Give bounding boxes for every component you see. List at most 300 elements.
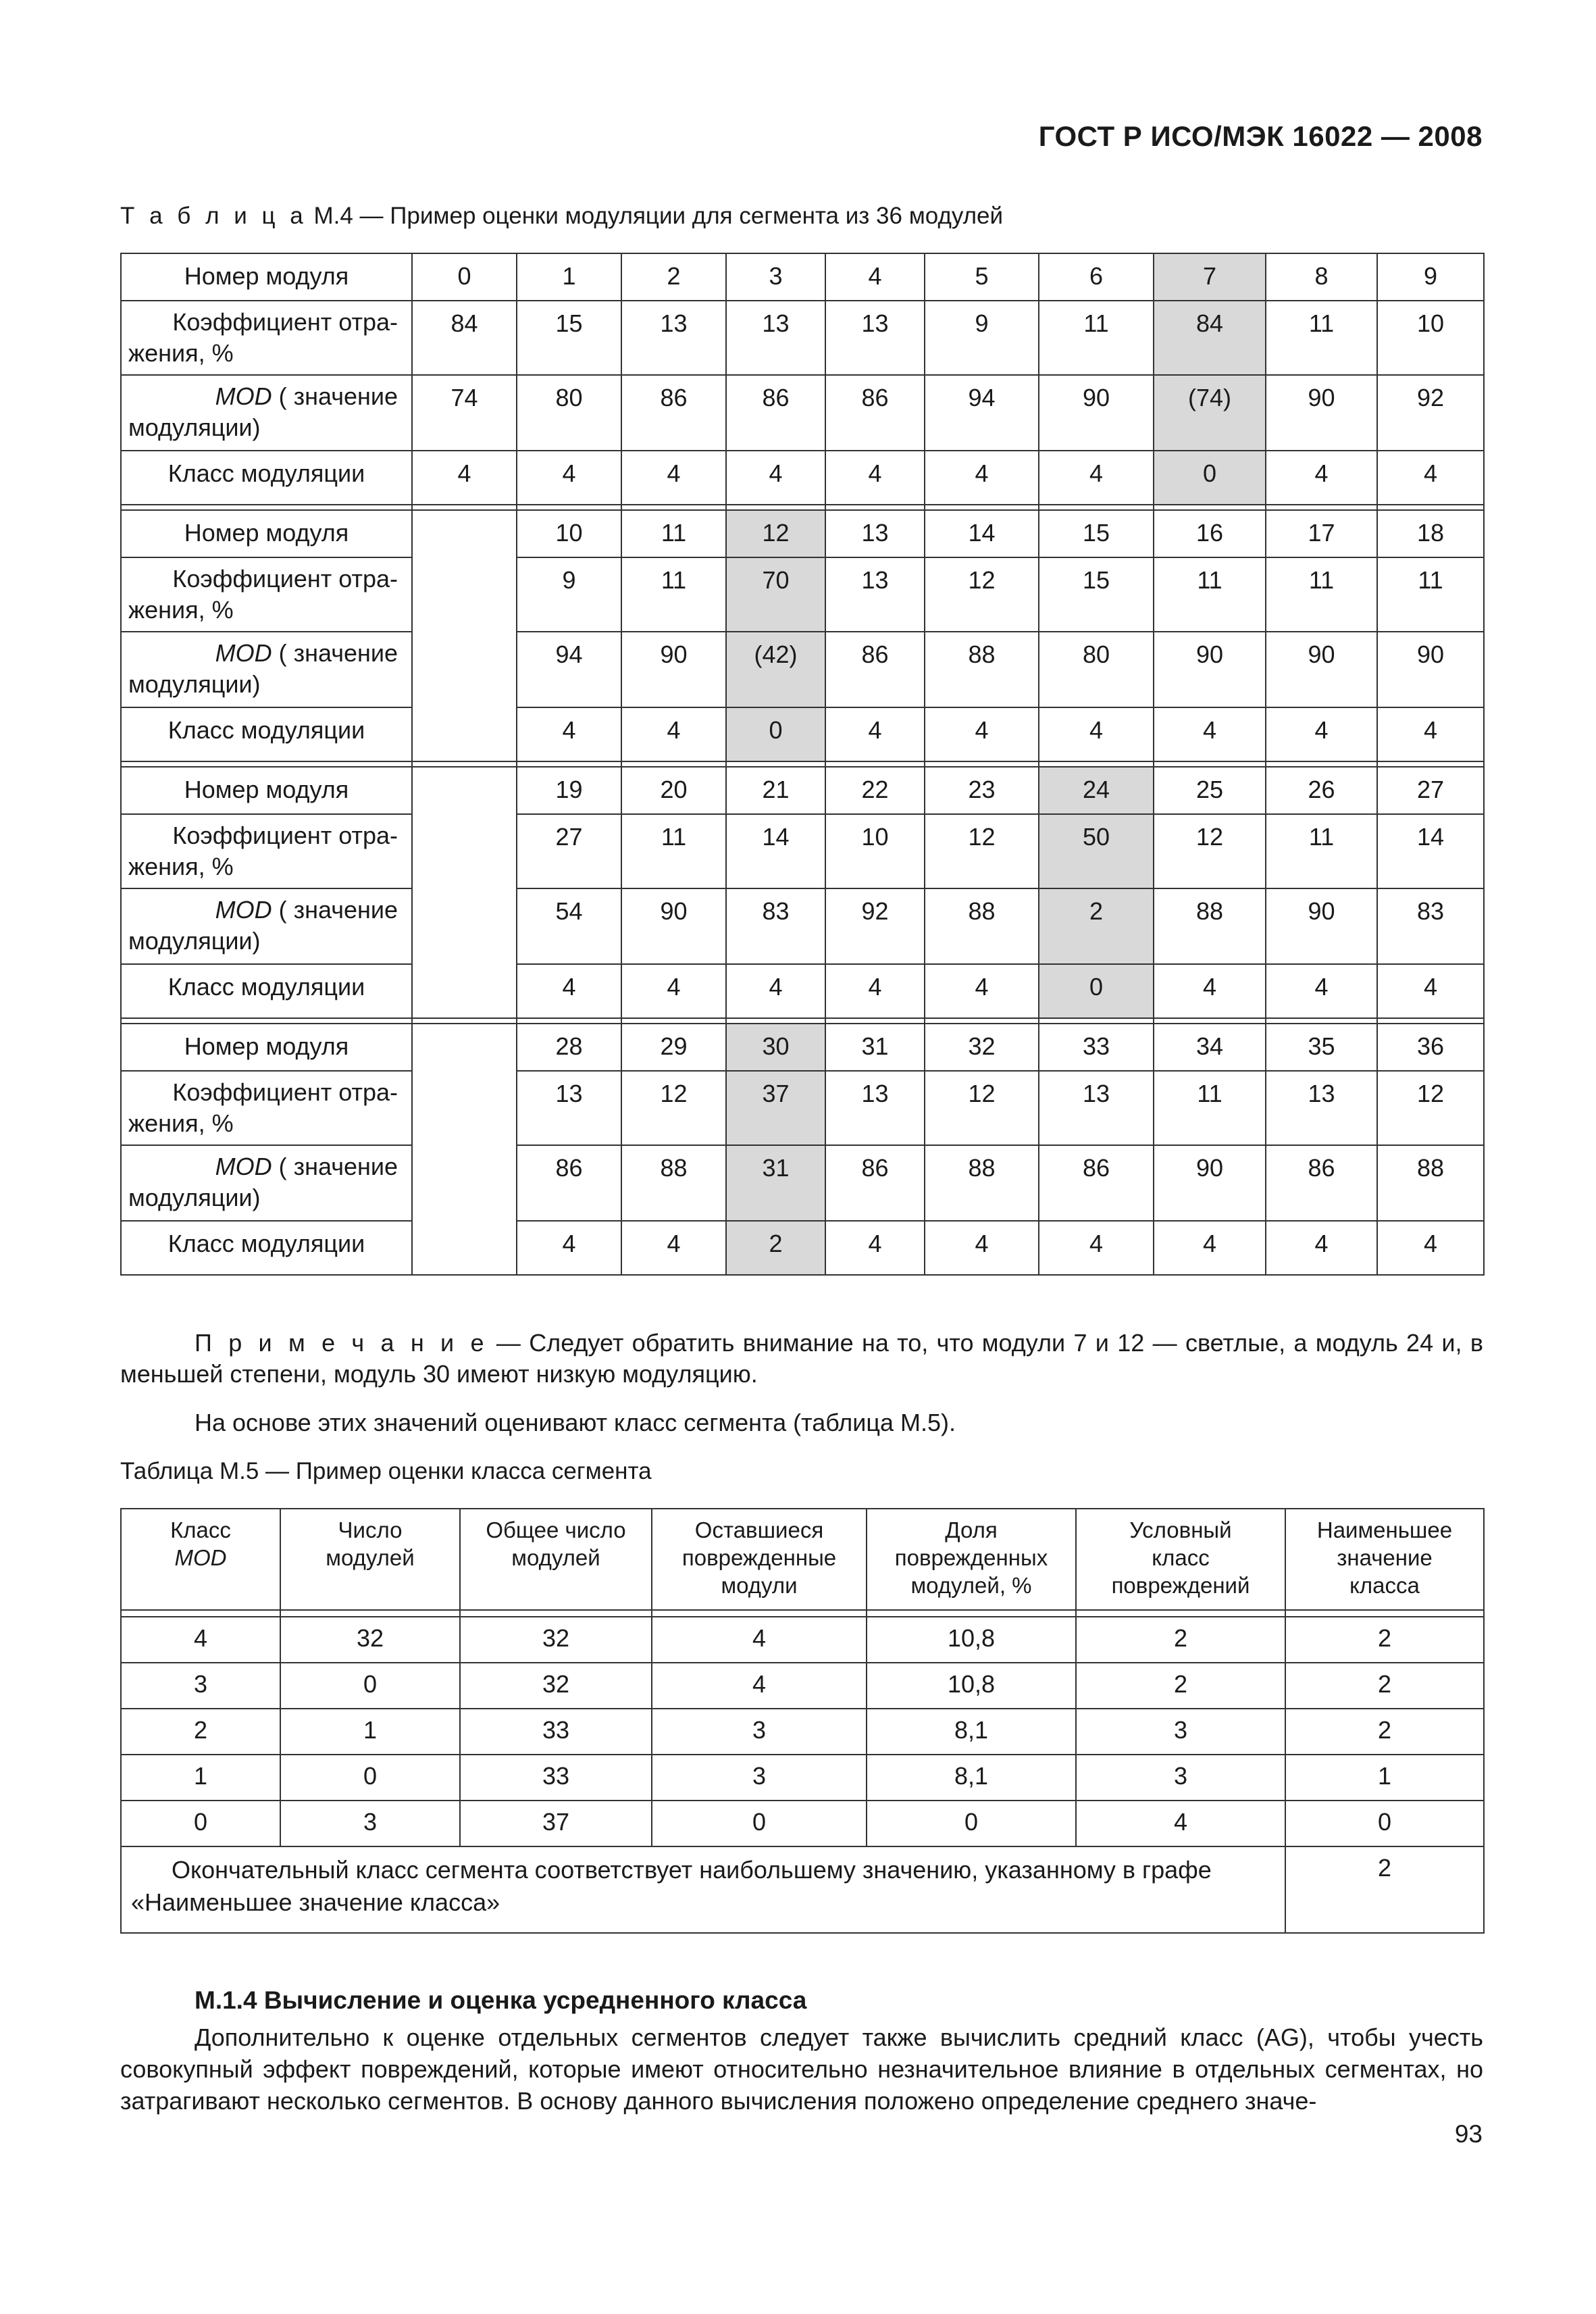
- table-cell: 2: [121, 1709, 280, 1755]
- table-row: [121, 767, 1484, 814]
- label-mod-rest: ( значение: [272, 639, 398, 667]
- table-row: [121, 888, 1484, 964]
- separator-cell: [1266, 761, 1377, 767]
- separator-cell: [621, 1018, 726, 1024]
- table-cell: 22: [825, 767, 925, 814]
- table-cell: 4: [652, 1663, 867, 1709]
- header-line: поврежденных: [894, 1545, 1048, 1570]
- table-cell: 11: [1039, 301, 1154, 375]
- table-cell: 86: [1266, 1145, 1377, 1221]
- header-line: модулей, %: [910, 1573, 1032, 1598]
- header-line: MOD: [174, 1545, 227, 1570]
- table-cell: 1: [280, 1709, 460, 1755]
- table-row: [121, 1617, 1484, 1663]
- table-row: [121, 557, 1484, 632]
- table-cell: 94: [517, 632, 621, 707]
- table-cell: 3: [652, 1755, 867, 1801]
- label-mod-italic: MOD: [215, 639, 272, 667]
- table-cell: 83: [726, 888, 825, 964]
- row-label-mod: [121, 375, 412, 451]
- table-cell: 0: [280, 1755, 460, 1801]
- column-header: [460, 1509, 652, 1610]
- table-cell: 3: [1076, 1709, 1285, 1755]
- separator-cell: [1377, 1018, 1484, 1024]
- table-cell: 0: [280, 1663, 460, 1709]
- separator-cell: [1266, 505, 1377, 510]
- table-cell: 11: [1154, 557, 1266, 632]
- table-cell: 4: [1266, 964, 1377, 1018]
- label-line: модуляции): [128, 1184, 261, 1211]
- separator-cell: [1154, 505, 1266, 510]
- table-cell: 4: [925, 1221, 1039, 1275]
- label-mod-rest: ( значение: [272, 1153, 398, 1180]
- table-row: [121, 1221, 1484, 1275]
- label-line: [128, 1151, 405, 1182]
- table-cell: 4: [1266, 1221, 1377, 1275]
- table-cell: 1: [121, 1755, 280, 1801]
- table-cell: 11: [1377, 557, 1484, 632]
- table-row: [121, 814, 1484, 888]
- table-cell: 50: [1039, 814, 1154, 888]
- blank-cell: [412, 1024, 517, 1275]
- blank-cell: [412, 510, 517, 761]
- table-cell: 13: [825, 1071, 925, 1145]
- table-cell: 90: [1266, 888, 1377, 964]
- table-row: [121, 375, 1484, 451]
- table-cell: 90: [1154, 1145, 1266, 1221]
- table-row: [121, 451, 1484, 505]
- table-cell: 9: [1377, 253, 1484, 301]
- separator-cell: [121, 505, 412, 510]
- table-cell: 70: [726, 557, 825, 632]
- separator-cell: [1377, 761, 1484, 767]
- separator-cell: [621, 505, 726, 510]
- table-cell: 74: [412, 375, 517, 451]
- table-cell: 12: [925, 814, 1039, 888]
- header-line: Число: [338, 1517, 403, 1542]
- table-cell: 37: [726, 1071, 825, 1145]
- header-line: значение: [1337, 1545, 1433, 1570]
- table-cell: 4: [412, 451, 517, 505]
- table-cell: 86: [1039, 1145, 1154, 1221]
- table-cell: 94: [925, 375, 1039, 451]
- table-cell: 90: [621, 632, 726, 707]
- row-label-grade: Класс модуляции: [121, 964, 412, 1018]
- paragraph-reference-m5: На основе этих значений оценивают класс сегмента (таблица М.5).: [195, 1409, 956, 1436]
- section-body-text: Дополнительно к оценке отдельных сегментов следует также вычислить средний класс (AG), чтобы учесть совокупный эффект повреждений, которые имеют относительно незначительное влияние в отдельных сегментах, но затрагивают несколько сегментов. В основу данного вычисления положено определение среднего значе-: [120, 2023, 1483, 2115]
- table-cell: 80: [517, 375, 621, 451]
- table-cell: 13: [825, 301, 925, 375]
- table-m4-caption: [120, 203, 1003, 230]
- section-heading: М.1.4 Вычисление и оценка усредненного класса: [195, 1986, 807, 2014]
- table-cell: 9: [517, 557, 621, 632]
- label-line: жения, %: [128, 1109, 234, 1137]
- table-cell: 90: [1377, 632, 1484, 707]
- label-line: [128, 638, 405, 669]
- table-cell: 2: [1039, 888, 1154, 964]
- label-line: Коэффициент отра-: [172, 565, 398, 593]
- table-cell: 2: [1076, 1663, 1285, 1709]
- table-cell: 30: [726, 1024, 825, 1071]
- label-mod-rest: ( значение: [272, 382, 398, 410]
- page-number: 93: [1454, 2120, 1483, 2148]
- table-cell: 4: [1377, 707, 1484, 761]
- table-cell: 13: [1039, 1071, 1154, 1145]
- table-cell: 12: [925, 557, 1039, 632]
- label-line: Коэффициент отра-: [172, 1078, 398, 1106]
- table-cell: 12: [1154, 814, 1266, 888]
- header-line: модулей: [511, 1545, 600, 1570]
- table-cell: 7: [1154, 253, 1266, 301]
- table-cell: 33: [460, 1755, 652, 1801]
- table-row: [121, 1024, 1484, 1071]
- header-line: поврежденные: [681, 1545, 837, 1570]
- table-caption-label: Т а б л и ц а: [120, 203, 307, 229]
- table-cell: 1: [1285, 1755, 1484, 1801]
- table-cell: 11: [1266, 301, 1377, 375]
- table-cell: 86: [825, 375, 925, 451]
- table-cell: 29: [621, 1024, 726, 1071]
- separator-cell: [867, 1610, 1076, 1617]
- table-cell: 3: [121, 1663, 280, 1709]
- header-line: Оставшиеся: [694, 1517, 824, 1542]
- table-cell: 86: [517, 1145, 621, 1221]
- header-separator: [121, 1610, 1484, 1617]
- table-cell: 3: [726, 253, 825, 301]
- table-cell: 90: [621, 888, 726, 964]
- table-cell: 15: [517, 301, 621, 375]
- table-cell: 4: [517, 1221, 621, 1275]
- table-cell: 0: [652, 1801, 867, 1846]
- separator-cell: [1154, 761, 1266, 767]
- column-header: [652, 1509, 867, 1610]
- table-cell: 4: [621, 451, 726, 505]
- table-cell: 2: [1285, 1709, 1484, 1755]
- separator-cell: [652, 1610, 867, 1617]
- table-cell: 4: [825, 253, 925, 301]
- label-mod-rest: ( значение: [272, 896, 398, 924]
- table-cell: 4: [825, 707, 925, 761]
- table-cell: 4: [621, 964, 726, 1018]
- table-cell: 4: [825, 1221, 925, 1275]
- header-line: модули: [721, 1573, 798, 1598]
- table-cell: 54: [517, 888, 621, 964]
- separator-cell: [517, 761, 621, 767]
- table-cell: 0: [1285, 1801, 1484, 1846]
- table-cell: 86: [825, 1145, 925, 1221]
- table-note: [120, 1328, 1483, 1390]
- table-row: [121, 1663, 1484, 1709]
- table-cell: 4: [621, 1221, 726, 1275]
- table-cell: 13: [621, 301, 726, 375]
- row-label-reflectance: [121, 1071, 412, 1145]
- table-cell: 11: [621, 510, 726, 557]
- label-mod-italic: MOD: [215, 1153, 272, 1180]
- table-cell: 2: [1285, 1617, 1484, 1663]
- separator-cell: [412, 1018, 517, 1024]
- table-cell: 90: [1039, 375, 1154, 451]
- separator-cell: [1039, 1018, 1154, 1024]
- separator-cell: [1039, 761, 1154, 767]
- table-cell: 16: [1154, 510, 1266, 557]
- table-cell: 4: [517, 964, 621, 1018]
- table-cell: 10,8: [867, 1617, 1076, 1663]
- separator-cell: [121, 761, 412, 767]
- table-cell: 4: [1266, 451, 1377, 505]
- blank-cell: [412, 767, 517, 1018]
- table-cell: 4: [1377, 964, 1484, 1018]
- table-cell: 15: [1039, 510, 1154, 557]
- table-cell: 90: [1266, 375, 1377, 451]
- block-separator: [121, 761, 1484, 767]
- table-cell: 32: [460, 1663, 652, 1709]
- table-cell: 0: [121, 1801, 280, 1846]
- table-cell: 86: [621, 375, 726, 451]
- separator-cell: [460, 1610, 652, 1617]
- table-cell: 4: [925, 451, 1039, 505]
- table-cell: 34: [1154, 1024, 1266, 1071]
- separator-cell: [621, 761, 726, 767]
- table-cell: 4: [1154, 964, 1266, 1018]
- separator-cell: [1154, 1018, 1266, 1024]
- table-cell: 0: [412, 253, 517, 301]
- header-line: модулей: [326, 1545, 415, 1570]
- header-line: Общее число: [486, 1517, 626, 1542]
- column-header: [1076, 1509, 1285, 1610]
- separator-cell: [925, 761, 1039, 767]
- table-cell: 8: [1266, 253, 1377, 301]
- separator-cell: [825, 1018, 925, 1024]
- table-cell: 2: [1076, 1617, 1285, 1663]
- table-cell: 10: [1377, 301, 1484, 375]
- table-cell: 86: [825, 632, 925, 707]
- table-cell: 0: [726, 707, 825, 761]
- table-cell: 28: [517, 1024, 621, 1071]
- row-label-grade: Класс модуляции: [121, 1221, 412, 1275]
- table-cell: 12: [621, 1071, 726, 1145]
- table-row: [121, 253, 1484, 301]
- table-m5-caption: Таблица М.5 — Пример оценки класса сегмента: [120, 1458, 652, 1484]
- table-cell: 92: [1377, 375, 1484, 451]
- label-line: модуляции): [128, 413, 261, 441]
- row-label-mod: [121, 632, 412, 707]
- table-cell: 10,8: [867, 1663, 1076, 1709]
- separator-cell: [1039, 505, 1154, 510]
- block-separator: [121, 1018, 1484, 1024]
- label-line: модуляции): [128, 927, 261, 955]
- table-cell: 88: [621, 1145, 726, 1221]
- header-line: класса: [1349, 1573, 1420, 1598]
- table-cell: 8,1: [867, 1709, 1076, 1755]
- table-cell: 3: [1076, 1755, 1285, 1801]
- separator-cell: [925, 1018, 1039, 1024]
- table-cell: 83: [1377, 888, 1484, 964]
- table-cell: 27: [517, 814, 621, 888]
- table-cell: 24: [1039, 767, 1154, 814]
- table-cell: 23: [925, 767, 1039, 814]
- table-cell: 32: [925, 1024, 1039, 1071]
- table-cell: 90: [1154, 632, 1266, 707]
- table-cell: 13: [726, 301, 825, 375]
- table-cell: 4: [1039, 1221, 1154, 1275]
- row-label-grade: Класс модуляции: [121, 707, 412, 761]
- table-cell: 32: [460, 1617, 652, 1663]
- label-line: Коэффициент отра-: [172, 822, 398, 849]
- final-grade-value: 2: [1285, 1846, 1484, 1933]
- table-cell: 8,1: [867, 1755, 1076, 1801]
- row-label-module-number: Номер модуля: [121, 510, 412, 557]
- table-cell: 36: [1377, 1024, 1484, 1071]
- table-cell: 4: [1039, 707, 1154, 761]
- table-cell: 90: [1266, 632, 1377, 707]
- separator-cell: [726, 1018, 825, 1024]
- table-cell: 4: [1154, 1221, 1266, 1275]
- table-cell: 32: [280, 1617, 460, 1663]
- table-cell: 33: [460, 1709, 652, 1755]
- table-cell: 4: [1076, 1801, 1285, 1846]
- separator-cell: [726, 505, 825, 510]
- row-label-mod: [121, 888, 412, 964]
- table-cell: 4: [1377, 1221, 1484, 1275]
- table-cell: 88: [925, 1145, 1039, 1221]
- row-label-reflectance: [121, 557, 412, 632]
- label-line: жения, %: [128, 596, 234, 624]
- table-cell: 20: [621, 767, 726, 814]
- table-cell: 6: [1039, 253, 1154, 301]
- separator-cell: [1076, 1610, 1285, 1617]
- table-cell: 5: [925, 253, 1039, 301]
- row-label-reflectance: [121, 814, 412, 888]
- table-cell: 18: [1377, 510, 1484, 557]
- table-cell: (74): [1154, 375, 1266, 451]
- table-row: [121, 1801, 1484, 1846]
- table-cell: 4: [925, 964, 1039, 1018]
- table-cell: 4: [1266, 707, 1377, 761]
- table-cell: 2: [726, 1221, 825, 1275]
- separator-cell: [825, 505, 925, 510]
- label-line: жения, %: [128, 853, 234, 880]
- final-grade-text: Окончательный класс сегмента соответствует наибольшему значению, указанному в графе «Наименьшее значение класса»: [121, 1846, 1285, 1933]
- table-row: [121, 964, 1484, 1018]
- table-cell: 0: [867, 1801, 1076, 1846]
- table-cell: 4: [726, 964, 825, 1018]
- table-cell: 4: [825, 451, 925, 505]
- table-cell: 25: [1154, 767, 1266, 814]
- table-cell: 4: [1039, 451, 1154, 505]
- separator-cell: [121, 1018, 412, 1024]
- table-row: [121, 1071, 1484, 1145]
- table-cell: 0: [1154, 451, 1266, 505]
- table-cell: 13: [825, 557, 925, 632]
- row-label-reflectance: [121, 301, 412, 375]
- table-cell: 12: [1377, 1071, 1484, 1145]
- header-line: Условный: [1129, 1517, 1232, 1542]
- table-row: [121, 632, 1484, 707]
- label-line: Коэффициент отра-: [172, 308, 398, 336]
- separator-cell: [726, 761, 825, 767]
- table-cell: 4: [1154, 707, 1266, 761]
- table-cell: 11: [621, 557, 726, 632]
- column-header: [867, 1509, 1076, 1610]
- table-cell: 10: [517, 510, 621, 557]
- separator-cell: [517, 505, 621, 510]
- table-cell: 88: [925, 888, 1039, 964]
- table-cell: 88: [1377, 1145, 1484, 1221]
- table-cell: 21: [726, 767, 825, 814]
- table-cell: 14: [925, 510, 1039, 557]
- column-header: [1285, 1509, 1484, 1610]
- table-cell: 19: [517, 767, 621, 814]
- table-cell: 13: [517, 1071, 621, 1145]
- table-cell: 26: [1266, 767, 1377, 814]
- table-row: [121, 1709, 1484, 1755]
- row-label-module-number: Номер модуля: [121, 253, 412, 301]
- table-cell: 11: [1266, 814, 1377, 888]
- table-cell: 84: [1154, 301, 1266, 375]
- table-cell: 14: [1377, 814, 1484, 888]
- table-cell: 88: [925, 632, 1039, 707]
- table-cell: 4: [825, 964, 925, 1018]
- label-mod-italic: MOD: [215, 382, 272, 410]
- note-label: П р и м е ч а н и е: [195, 1329, 488, 1357]
- separator-cell: [121, 1610, 280, 1617]
- document-header: ГОСТ Р ИСО/МЭК 16022 — 2008: [1038, 120, 1483, 152]
- table-cell: 33: [1039, 1024, 1154, 1071]
- final-row: [121, 1846, 1484, 1933]
- table-m5: [120, 1508, 1485, 1934]
- table-cell: 4: [517, 707, 621, 761]
- header-line: повреждений: [1111, 1573, 1250, 1598]
- table-cell: 92: [825, 888, 925, 964]
- table-cell: 15: [1039, 557, 1154, 632]
- table-cell: 35: [1266, 1024, 1377, 1071]
- table-cell: 14: [726, 814, 825, 888]
- row-label-grade: Класс модуляции: [121, 451, 412, 505]
- table-cell: (42): [726, 632, 825, 707]
- block-separator: [121, 505, 1484, 510]
- table-cell: 13: [825, 510, 925, 557]
- table-cell: 1: [517, 253, 621, 301]
- row-label-module-number: Номер модуля: [121, 767, 412, 814]
- table-row: [121, 1145, 1484, 1221]
- table-cell: 86: [726, 375, 825, 451]
- table-cell: 11: [1266, 557, 1377, 632]
- table-row: [121, 301, 1484, 375]
- table-cell: 12: [925, 1071, 1039, 1145]
- table-header-row: [121, 1509, 1484, 1610]
- table-row: [121, 510, 1484, 557]
- table-cell: 11: [621, 814, 726, 888]
- table-cell: 31: [825, 1024, 925, 1071]
- separator-cell: [925, 505, 1039, 510]
- table-m4: [120, 253, 1485, 1276]
- table-cell: 3: [652, 1709, 867, 1755]
- note-text: — Следует обратить внимание на то, что модули 7 и 12 — светлые, а модуль 24 и, в меньшей степени, модуль 30 имеют низкую модуляцию.: [120, 1329, 1483, 1388]
- table-cell: 4: [652, 1617, 867, 1663]
- table-cell: 0: [1039, 964, 1154, 1018]
- label-line: модуляции): [128, 670, 261, 698]
- separator-cell: [412, 761, 517, 767]
- table-cell: 2: [1285, 1663, 1484, 1709]
- label-line: [128, 895, 405, 926]
- table-cell: 17: [1266, 510, 1377, 557]
- table-cell: 13: [1266, 1071, 1377, 1145]
- separator-cell: [825, 761, 925, 767]
- separator-cell: [517, 1018, 621, 1024]
- table-cell: 4: [726, 451, 825, 505]
- separator-cell: [1377, 505, 1484, 510]
- table-cell: 4: [517, 451, 621, 505]
